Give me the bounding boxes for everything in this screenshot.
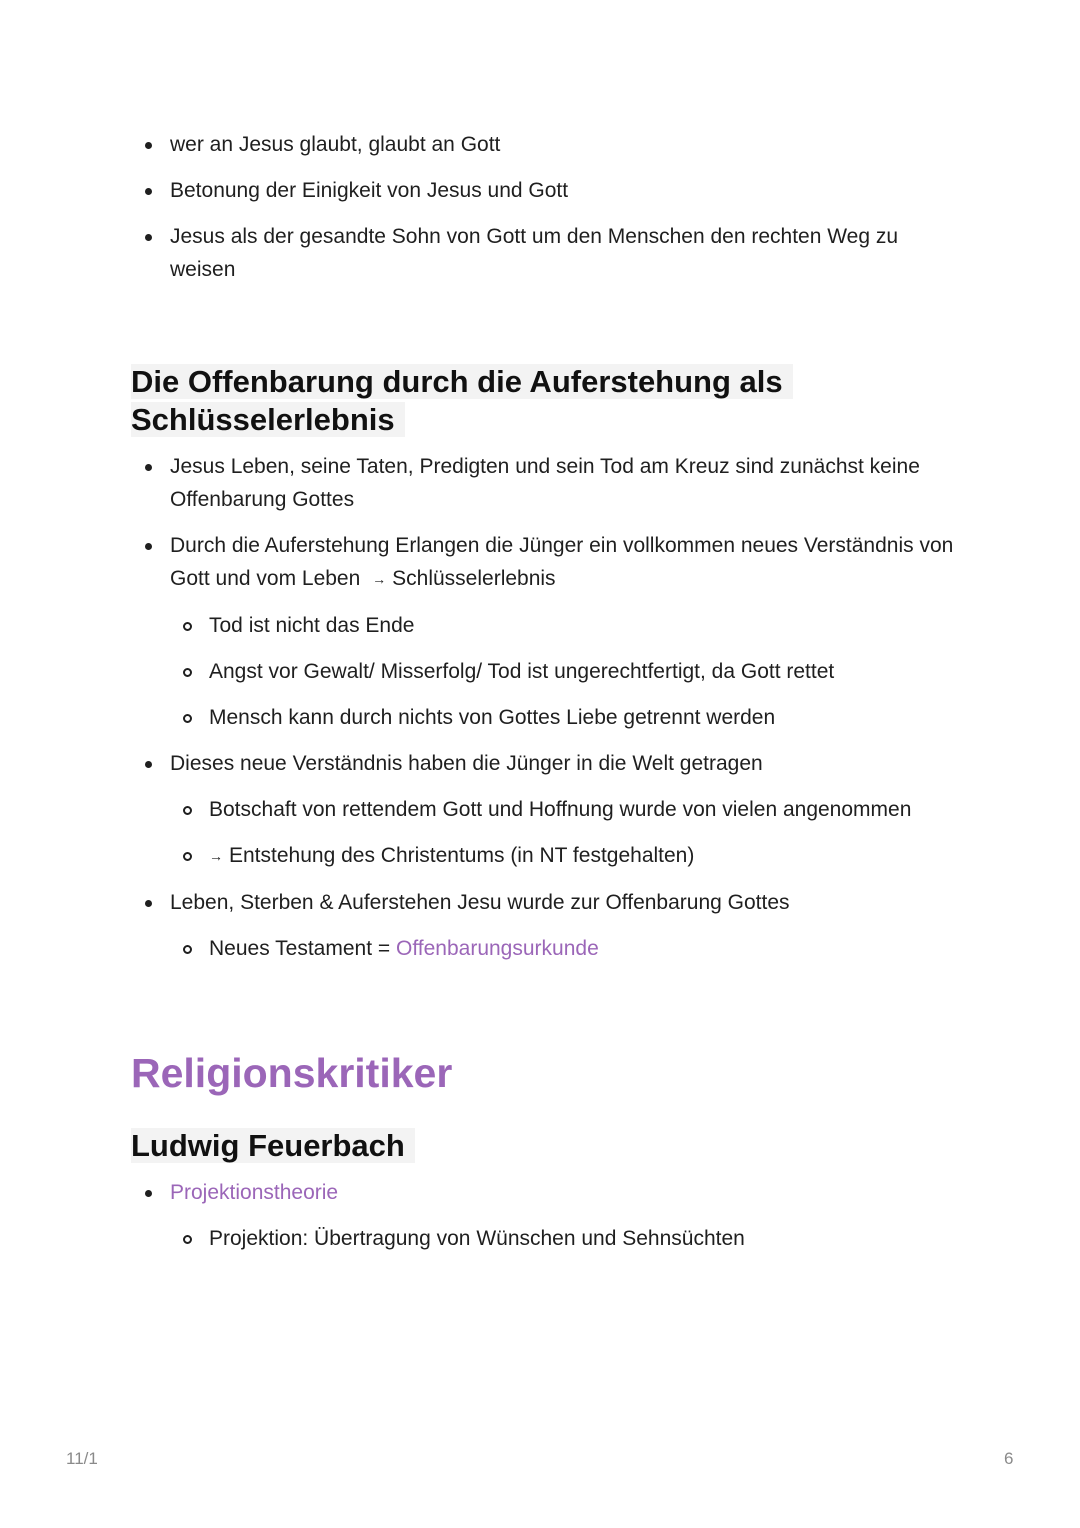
list-item — [131, 886, 961, 965]
sub-list-item: Angst vor Gewalt/ Misserfolg/ Tod ist ungerechtfertigt, da Gott rettet — [170, 655, 961, 688]
offenbarung-bullet-list — [131, 450, 961, 965]
sub-list-item-text: Entstehung des Christentums (in NT festgehalten) — [229, 844, 695, 867]
footer-class-label: 11/1 — [66, 1449, 98, 1468]
sub-list-item: Botschaft von rettendem Gott und Hoffnung wurde von vielen angenommen — [170, 793, 961, 826]
sub-list-item-text: Neues Testament = — [209, 937, 396, 960]
heading-text: Die Offenbarung durch die Auferstehung als Schlüsselerlebnis — [131, 364, 793, 437]
list-item-text: Schlüsselerlebnis — [392, 567, 556, 590]
arrow-icon: → — [209, 848, 223, 864]
page-number: 6 — [1004, 1449, 1014, 1468]
list-item — [131, 1176, 961, 1255]
section-title-religionskritiker: Religionskritiker — [131, 1050, 453, 1096]
list-item: Jesus Leben, seine Taten, Predigten und sein Tod am Kreuz sind zunächst keine Offenbarung Gottes — [131, 450, 961, 516]
heading-text: Ludwig Feuerbach — [131, 1128, 415, 1163]
sub-list-item — [170, 839, 961, 873]
projektionstheorie-link[interactable]: Projektionstheorie — [170, 1181, 339, 1204]
sub-bullet-list — [170, 1222, 961, 1255]
sub-bullet-list — [170, 609, 961, 734]
document-content — [131, 128, 961, 1268]
sub-list-item: Mensch kann durch nichts von Gottes Liebe getrennt werden — [170, 701, 961, 734]
sub-list-item — [170, 932, 961, 965]
sub-bullet-list — [170, 793, 961, 873]
feuerbach-bullet-list — [131, 1176, 961, 1255]
list-item — [131, 747, 961, 873]
list-item: wer an Jesus glaubt, glaubt an Gott — [131, 128, 961, 161]
list-item-text: Dieses neue Verständnis haben die Jünger in die Welt getragen — [170, 752, 763, 775]
list-item: Betonung der Einigkeit von Jesus und Gott — [131, 174, 961, 207]
sub-list-item: Projektion: Übertragung von Wünschen und Sehnsüchten — [170, 1222, 961, 1255]
subheading-ludwig-feuerbach — [131, 1127, 961, 1165]
intro-bullet-list — [131, 128, 961, 286]
offenbarungsurkunde-link[interactable]: Offenbarungsurkunde — [395, 937, 599, 960]
sub-list-item: Tod ist nicht das Ende — [170, 609, 961, 642]
section-heading-offenbarung — [131, 363, 961, 439]
list-item-text: Durch die Auferstehung Erlangen die Jünger ein vollkommen neues Verständnis von Gott und vom Leben — [170, 534, 954, 590]
list-item — [131, 529, 961, 734]
list-item: Jesus als der gesandte Sohn von Gott um den Menschen den rechten Weg zu weisen — [131, 220, 961, 286]
sub-bullet-list — [170, 932, 961, 965]
arrow-icon: → — [372, 571, 387, 587]
list-item-text: Leben, Sterben & Auferstehen Jesu wurde zur Offenbarung Gottes — [170, 891, 790, 914]
